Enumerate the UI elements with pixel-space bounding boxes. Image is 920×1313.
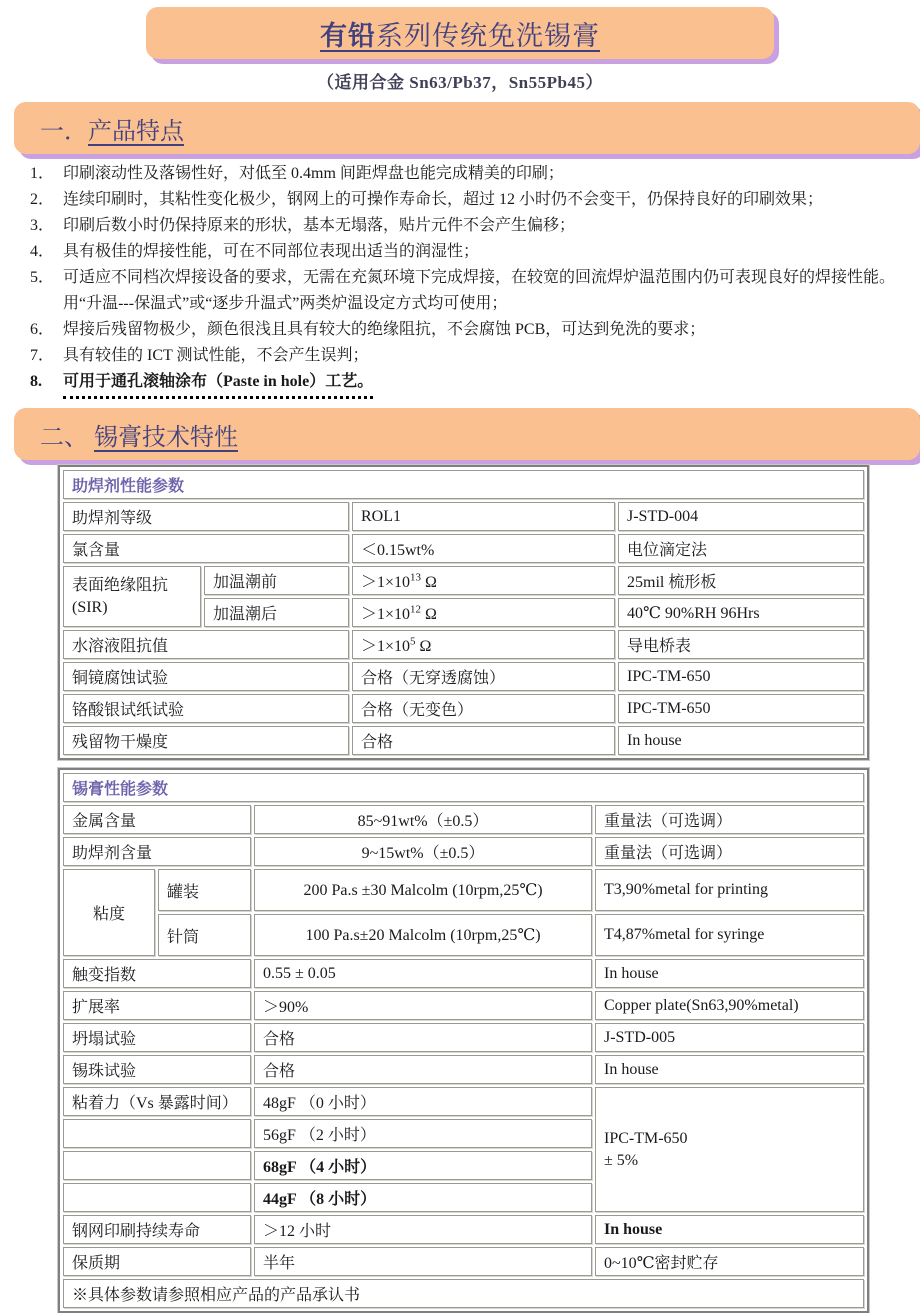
cell-tack-value-4h: 68gF （4 小时）	[254, 1151, 592, 1180]
table-row	[63, 869, 864, 911]
section1-number: 一．	[40, 118, 88, 145]
cell-aqueous-label: 水溶液阻抗值	[63, 630, 349, 659]
table-row	[63, 805, 864, 834]
table-row	[63, 566, 864, 595]
table-row	[63, 1055, 864, 1084]
list-item-text: 焊接后残留物极少，颜色很浅且具有较大的绝缘阻抗，不会腐蚀 PCB，可达到免洗的要求；	[63, 321, 706, 338]
cell-residue-value: 合格	[352, 726, 615, 755]
section2-number: 二、	[40, 424, 94, 451]
table-row	[63, 1279, 864, 1308]
cell-viscosity-jar-label: 罐装	[158, 869, 251, 911]
table-row	[63, 534, 864, 563]
alloy-subtitle: （适用合金 Sn63/Pb37，Sn55Pb45）	[317, 73, 603, 92]
cell-residue-label: 残留物干燥度	[63, 726, 349, 755]
page-title-rest: 系列传统免洗锡膏	[376, 20, 600, 51]
sir-after-unit: Ω	[421, 606, 437, 623]
list-item-text: 具有较佳的 ICT 测试性能，不会产生误判；	[63, 347, 369, 364]
table-row	[63, 837, 864, 866]
paste-parameters-table	[58, 768, 869, 1313]
list-item	[30, 317, 908, 343]
list-item-text: 具有极佳的焊接性能，可在不同部位表现出适当的润湿性；	[63, 243, 480, 260]
cell-metal-content-method: 重量法（可选调）	[595, 805, 864, 834]
cell-tack-value-0h: 48gF （0 小时）	[254, 1087, 592, 1116]
cell-sir-before-method: 25mil 梳形板	[618, 566, 864, 595]
cell-tack-label-empty	[63, 1183, 251, 1212]
sir-before-exponent: 13	[410, 571, 422, 584]
cell-spread-rate-method: Copper plate(Sn63,90%metal)	[595, 991, 864, 1020]
table-row	[63, 726, 864, 755]
table-row	[63, 1215, 864, 1244]
list-item	[30, 187, 908, 213]
cell-flux-grade-method: J-STD-004	[618, 502, 864, 531]
cell-tack-value-8h: 44gF （8 小时）	[254, 1183, 592, 1212]
list-item-number: 6．	[30, 321, 55, 338]
cell-viscosity-syringe-value: 100 Pa.s±20 Malcolm (10rpm,25℃)	[254, 914, 592, 956]
page-title-bold: 有铅	[320, 20, 376, 51]
table-row	[63, 630, 864, 659]
table-row	[63, 694, 864, 723]
cell-solder-ball-label: 锡珠试验	[63, 1055, 251, 1084]
cell-aqueous-value	[352, 630, 615, 659]
cell-chlorine-value: ＜0.15wt%	[352, 534, 615, 563]
cell-sir-after-value	[352, 598, 615, 627]
cell-sir-before-value	[352, 566, 615, 595]
cell-solder-ball-method: In house	[595, 1055, 864, 1084]
list-item-number: 5．	[30, 269, 55, 286]
feature-list	[30, 161, 908, 399]
cell-metal-content-label: 金属含量	[63, 805, 251, 834]
cell-copper-mirror-label: 铜镜腐蚀试验	[63, 662, 349, 691]
cell-flux-content-method: 重量法（可选调）	[595, 837, 864, 866]
list-item-paste-in-hole	[30, 369, 908, 399]
table-row	[63, 502, 864, 531]
list-item-number: 1．	[30, 165, 55, 182]
cell-stencil-life-label: 钢网印刷持续寿命	[63, 1215, 251, 1244]
cell-tack-method	[595, 1087, 864, 1212]
flux-table-header: 助焊剂性能参数	[63, 470, 864, 499]
cell-silver-chromate-label: 铬酸银试纸试验	[63, 694, 349, 723]
flux-parameters-table	[58, 465, 869, 760]
cell-shelf-life-method: 0~10℃密封贮存	[595, 1247, 864, 1276]
cell-thixotropic-method: In house	[595, 959, 864, 988]
table-row	[63, 959, 864, 988]
tack-method-line2: ± 5%	[604, 1151, 639, 1169]
cell-solder-ball-value: 合格	[254, 1055, 592, 1084]
list-item	[30, 239, 908, 265]
cell-copper-mirror-value: 合格（无穿透腐蚀）	[352, 662, 615, 691]
list-item-text: 印刷滚动性及落锡性好，对低至 0.4mm 间距焊盘也能完成精美的印刷；	[63, 165, 564, 182]
list-item-text: 连续印刷时，其粘性变化极少，钢网上的可操作寿命长，超过 12 小时仍不会变干，仍保持良好的印刷效果；	[63, 191, 824, 208]
paste-table-header: 锡膏性能参数	[63, 773, 864, 802]
sir-after-base: ＞1×10	[361, 606, 411, 623]
cell-viscosity-jar-value: 200 Pa.s ±30 Malcolm (10rpm,25℃)	[254, 869, 592, 911]
cell-aqueous-method: 导电桥表	[618, 630, 864, 659]
cell-flux-content-label: 助焊剂含量	[63, 837, 251, 866]
list-item	[30, 161, 908, 187]
aqueous-exponent: 5	[410, 635, 416, 648]
sir-label-line2: (SIR)	[72, 598, 108, 616]
cell-viscosity-jar-method: T3,90%metal for printing	[595, 869, 864, 911]
cell-viscosity-syringe-method: T4,87%metal for syringe	[595, 914, 864, 956]
list-item-number: 7．	[30, 347, 55, 364]
list-item-text: 可用于通孔滚轴涂布（Paste in hole）工艺。	[63, 369, 373, 399]
cell-silver-chromate-value: 合格（无变色）	[352, 694, 615, 723]
cell-chlorine-method: 电位滴定法	[618, 534, 864, 563]
cell-sir-before-label: 加温潮前	[204, 566, 349, 595]
cell-thixotropic-value: 0.55 ± 0.05	[254, 959, 592, 988]
sir-before-unit: Ω	[421, 574, 437, 591]
cell-viscosity-syringe-label: 针筒	[158, 914, 251, 956]
cell-sir-label	[63, 566, 201, 627]
list-item-number: 3．	[30, 217, 55, 234]
sir-before-base: ＞1×10	[361, 574, 411, 591]
list-item-text: 可适应不同档次焊接设备的要求，无需在充氮环境下完成焊接，在较宽的回流焊炉温范围内仍可表现良好的焊接性能。用“升温---保温式”或“逐步升温式”两类炉温设定方式均可使用；	[63, 269, 896, 312]
cell-viscosity-label: 粘度	[63, 869, 155, 956]
list-item	[30, 213, 908, 239]
table-row	[63, 914, 864, 956]
tack-method-line1: IPC-TM-650	[604, 1129, 688, 1147]
cell-metal-content-value: 85~91wt%（±0.5）	[254, 805, 592, 834]
cell-slump-test-value: 合格	[254, 1023, 592, 1052]
list-item-number: 4．	[30, 243, 55, 260]
aqueous-unit: Ω	[415, 638, 432, 655]
table-row	[63, 773, 864, 802]
cell-spread-rate-label: 扩展率	[63, 991, 251, 1020]
cell-sir-after-method: 40℃ 90%RH 96Hrs	[618, 598, 864, 627]
cell-tack-value-2h: 56gF （2 小时）	[254, 1119, 592, 1148]
aqueous-base: ＞1×10	[361, 638, 411, 655]
list-item-number: 8.	[30, 373, 42, 390]
cell-chlorine-label: 氯含量	[63, 534, 349, 563]
cell-tack-label-empty	[63, 1151, 251, 1180]
cell-flux-grade-value: ROL1	[352, 502, 615, 531]
cell-flux-content-value: 9~15wt%（±0.5）	[254, 837, 592, 866]
table-row	[63, 1247, 864, 1276]
cell-copper-mirror-method: IPC-TM-650	[618, 662, 864, 691]
cell-flux-grade-label: 助焊剂等级	[63, 502, 349, 531]
cell-stencil-life-method: In house	[595, 1215, 864, 1244]
list-item	[30, 265, 908, 317]
cell-residue-method: In house	[618, 726, 864, 755]
cell-shelf-life-label: 保质期	[63, 1247, 251, 1276]
section2-banner	[14, 408, 920, 460]
cell-thixotropic-label: 触变指数	[63, 959, 251, 988]
cell-slump-test-label: 坍塌试验	[63, 1023, 251, 1052]
table-row	[63, 991, 864, 1020]
list-item-text: 印刷后数小时仍保持原来的形状，基本无塌落，贴片元件不会产生偏移；	[63, 217, 576, 234]
title-banner	[146, 7, 774, 59]
section1-banner	[14, 102, 920, 154]
table-row	[63, 662, 864, 691]
cell-sir-after-label: 加温潮后	[204, 598, 349, 627]
cell-tack-label-empty	[63, 1119, 251, 1148]
table-row	[63, 1087, 864, 1116]
cell-footnote: ※具体参数请参照相应产品的产品承认书	[63, 1279, 864, 1308]
cell-shelf-life-value: 半年	[254, 1247, 592, 1276]
table-row	[63, 470, 864, 499]
section2-title: 锡膏技术特性	[94, 424, 238, 451]
sir-label-line1: 表面绝缘阻抗	[72, 576, 169, 594]
cell-stencil-life-value: ＞12 小时	[254, 1215, 592, 1244]
cell-silver-chromate-method: IPC-TM-650	[618, 694, 864, 723]
cell-spread-rate-value: ＞90%	[254, 991, 592, 1020]
cell-slump-test-method: J-STD-005	[595, 1023, 864, 1052]
table-row	[63, 1023, 864, 1052]
list-item-number: 2．	[30, 191, 55, 208]
cell-tack-label: 粘着力（Vs 暴露时间）	[63, 1087, 251, 1116]
list-item	[30, 343, 908, 369]
page-title	[320, 14, 600, 53]
section1-title: 产品特点	[88, 118, 184, 145]
sir-after-exponent: 12	[410, 603, 422, 616]
